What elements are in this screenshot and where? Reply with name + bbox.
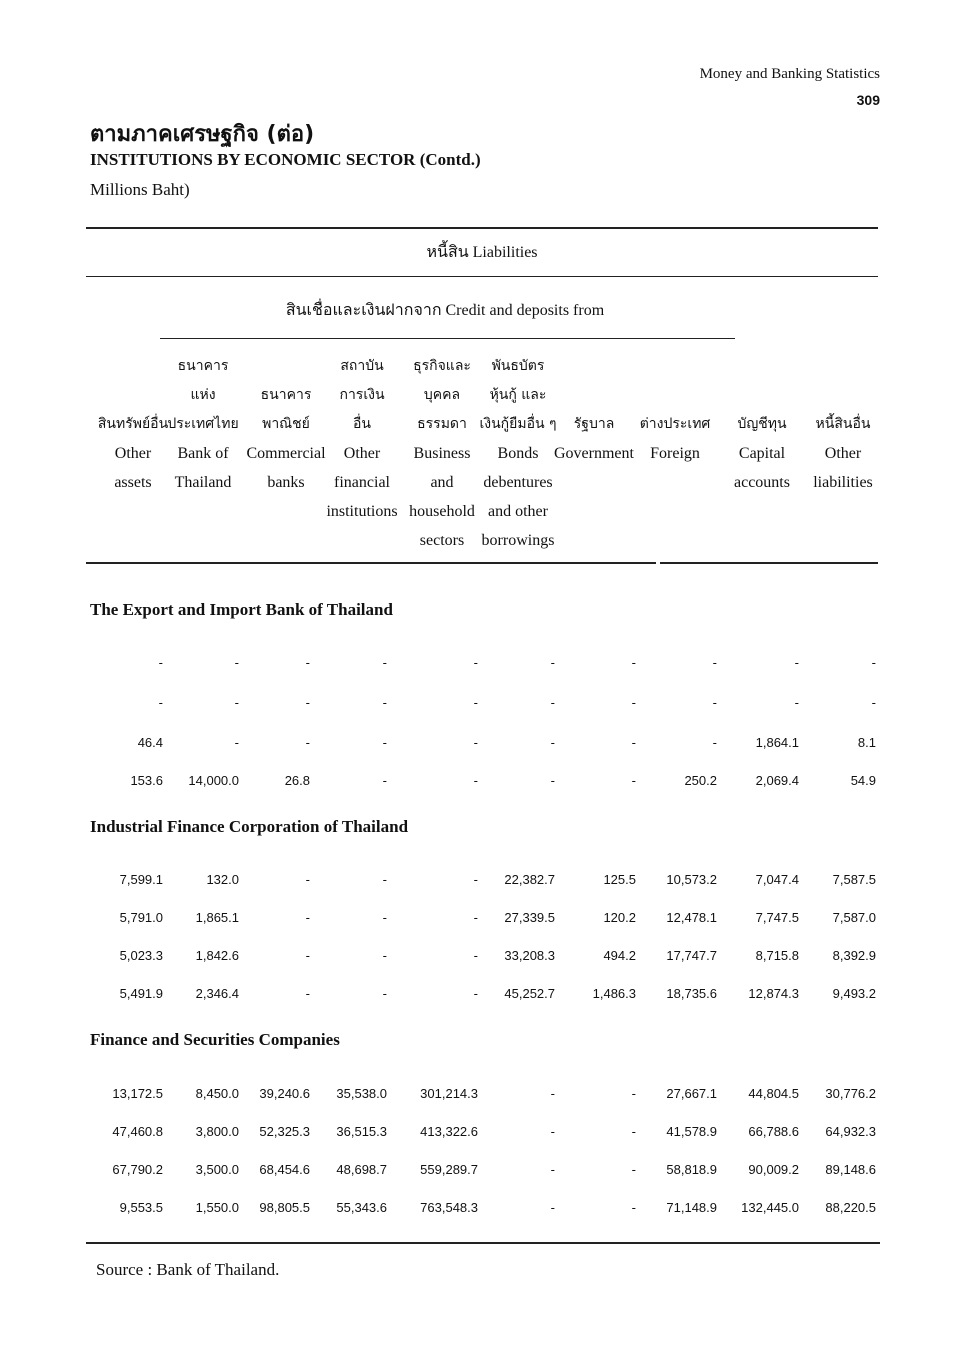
column-header-thai: ธรรมดา (417, 416, 467, 432)
table-cell: 413,322.6 (420, 1124, 478, 1139)
table-cell: - (631, 1162, 636, 1177)
table-cell: - (305, 695, 310, 710)
table-row (0, 773, 966, 793)
table-cell: 64,932.3 (825, 1124, 876, 1139)
table-cell: 9,553.5 (119, 1200, 163, 1215)
column-header-thai: ธนาคาร (177, 358, 229, 374)
liabilities-header: หนี้สิน Liabilities (426, 244, 538, 261)
table-cell: - (712, 655, 717, 670)
table-cell: - (382, 773, 387, 788)
column-header-thai: ต่างประเทศ (639, 416, 711, 432)
table-row (0, 872, 966, 892)
table-cell: 67,790.2 (112, 1162, 163, 1177)
column-header-thai: บุคคล (423, 387, 461, 403)
table-row (0, 655, 966, 675)
table-cell: 3,800.0 (195, 1124, 239, 1139)
column-header-english: Thailand (174, 474, 232, 491)
table-cell: 90,009.2 (748, 1162, 799, 1177)
running-title: Money and Banking Statistics (699, 66, 880, 82)
column-header-english: accounts (734, 474, 790, 491)
table-cell: 88,220.5 (825, 1200, 876, 1215)
table-cell: - (794, 655, 799, 670)
table-cell: - (712, 695, 717, 710)
table-cell: 120.2 (603, 910, 636, 925)
table-cell: - (550, 655, 555, 670)
column-header-thai: บัญชีทุน (737, 416, 787, 432)
table-cell: 45,252.7 (504, 986, 555, 1001)
credit-rule (160, 338, 735, 339)
table-cell: - (234, 735, 239, 750)
table-cell: 1,865.1 (195, 910, 239, 925)
section-title: The Export and Import Bank of Thailand (90, 600, 393, 619)
section-title: Industrial Finance Corporation of Thailand (90, 817, 409, 836)
table-cell: 125.5 (603, 872, 636, 887)
column-header-thai: เงินกู้ยืมอื่น ๆ (479, 416, 557, 432)
table-cell: 30,776.2 (825, 1086, 876, 1101)
table-cell: - (305, 655, 310, 670)
table-cell: - (305, 948, 310, 963)
table-cell: 26.8 (284, 773, 310, 788)
table-cell: 33,208.3 (504, 948, 555, 963)
column-header-english: Foreign (650, 445, 700, 462)
column-header-english: household (409, 503, 475, 520)
thai-title: ตามภาคเศรษฐกิจ (ต่อ) (90, 122, 315, 147)
table-cell: 8,715.8 (755, 948, 799, 963)
column-header-english: Other (114, 445, 152, 462)
table-cell: - (158, 655, 163, 670)
table-cell: 5,491.9 (119, 986, 163, 1001)
table-cell: 301,214.3 (420, 1086, 478, 1101)
table-cell: - (871, 695, 876, 710)
table-cell: - (382, 986, 387, 1001)
table-cell: - (234, 655, 239, 670)
table-cell: 8,392.9 (832, 948, 876, 963)
table-cell: - (305, 986, 310, 1001)
table-cell: 54.9 (850, 773, 876, 788)
table-cell: - (158, 695, 163, 710)
table-cell: 5,791.0 (119, 910, 163, 925)
column-header-english: sectors (419, 532, 465, 549)
table-cell: 7,047.4 (755, 872, 799, 887)
table-cell: - (631, 1124, 636, 1139)
column-header-thai: รัฐบาล (573, 416, 615, 432)
table-row (0, 735, 966, 755)
table-cell: - (382, 910, 387, 925)
table-cell: 14,000.0 (188, 773, 239, 788)
table-cell: 7,587.0 (832, 910, 876, 925)
table-cell: 3,500.0 (195, 1162, 239, 1177)
table-cell: 46.4 (137, 735, 163, 750)
column-header-thai: หนี้สินอื่น (815, 416, 871, 432)
table-row (0, 1086, 966, 1106)
table-cell: - (550, 695, 555, 710)
table-cell: 17,747.7 (666, 948, 717, 963)
table-cell: 39,240.6 (259, 1086, 310, 1101)
header-bottom-rule-right (660, 562, 878, 564)
table-cell: 5,023.3 (119, 948, 163, 963)
table-cell: - (550, 1124, 555, 1139)
section-title: Finance and Securities Companies (90, 1030, 340, 1049)
table-cell: 89,148.6 (825, 1162, 876, 1177)
table-cell: 12,874.3 (748, 986, 799, 1001)
column-header-thai: หุ้นกู้ และ (489, 387, 547, 403)
table-cell: - (473, 735, 478, 750)
table-cell: - (382, 655, 387, 670)
table-cell: - (234, 695, 239, 710)
table-cell: 55,343.6 (336, 1200, 387, 1215)
table-cell: 7,747.5 (755, 910, 799, 925)
column-header-english: and other (488, 503, 548, 520)
table-cell: - (382, 695, 387, 710)
table-cell: - (550, 773, 555, 788)
table-cell: - (382, 735, 387, 750)
table-cell: 58,818.9 (666, 1162, 717, 1177)
credit-header: สินเชื่อและเงินฝากจาก Credit and deposits from (285, 302, 605, 319)
table-cell: 22,382.7 (504, 872, 555, 887)
column-header-english: Capital (738, 445, 786, 462)
table-cell: 35,538.0 (336, 1086, 387, 1101)
table-row (0, 986, 966, 1006)
column-header-thai: ธุรกิจและ (413, 358, 471, 374)
source-note: Source : Bank of Thailand. (96, 1260, 280, 1279)
page-number: 309 (856, 92, 880, 108)
table-row (0, 1200, 966, 1220)
table-cell: - (550, 735, 555, 750)
table-cell: 10,573.2 (666, 872, 717, 887)
table-row (0, 1162, 966, 1182)
table-cell: - (305, 910, 310, 925)
table-cell: 41,578.9 (666, 1124, 717, 1139)
table-cell: - (473, 910, 478, 925)
column-header-english: Commercial (246, 445, 326, 462)
table-cell: 1,550.0 (195, 1200, 239, 1215)
column-header-thai: พาณิชย์ (262, 416, 310, 432)
table-cell: - (794, 695, 799, 710)
header-bottom-rule (86, 562, 656, 564)
column-header-english: Government (554, 445, 634, 462)
column-header-thai: ประเทศไทย (167, 416, 239, 432)
table-cell: 71,148.9 (666, 1200, 717, 1215)
table-cell: 132,445.0 (741, 1200, 799, 1215)
table-cell: 2,069.4 (755, 773, 799, 788)
table-cell: - (631, 1086, 636, 1101)
top-rule (86, 227, 878, 229)
bottom-rule (86, 1242, 880, 1244)
table-cell: 18,735.6 (666, 986, 717, 1001)
table-cell: - (473, 986, 478, 1001)
table-cell: - (473, 872, 478, 887)
table-cell: - (305, 735, 310, 750)
table-cell: 2,346.4 (195, 986, 239, 1001)
table-cell: 27,339.5 (504, 910, 555, 925)
table-cell: 1,486.3 (592, 986, 636, 1001)
table-cell: - (631, 735, 636, 750)
column-header-thai: สถาบัน (340, 358, 384, 374)
column-header-thai: อื่น (353, 416, 371, 432)
table-cell: - (550, 1200, 555, 1215)
table-row (0, 910, 966, 930)
table-cell: - (712, 735, 717, 750)
column-header-english: and (430, 474, 454, 491)
table-cell: - (631, 1200, 636, 1215)
column-header-thai: การเงิน (339, 387, 385, 403)
table-cell: 7,587.5 (832, 872, 876, 887)
table-cell: 7,599.1 (119, 872, 163, 887)
table-cell: 8,450.0 (195, 1086, 239, 1101)
table-row (0, 695, 966, 715)
table-cell: - (305, 872, 310, 887)
table-cell: 27,667.1 (666, 1086, 717, 1101)
table-cell: 48,698.7 (336, 1162, 387, 1177)
table-cell: 559,289.7 (420, 1162, 478, 1177)
column-header-english: liabilities (813, 474, 873, 491)
table-cell: 13,172.5 (112, 1086, 163, 1101)
table-cell: - (631, 655, 636, 670)
column-header-thai: พันธบัตร (491, 358, 545, 374)
table-cell: 68,454.6 (259, 1162, 310, 1177)
table-row (0, 1124, 966, 1144)
column-header (783, 410, 903, 497)
column-header-english: Bonds (497, 445, 539, 462)
table-cell: - (473, 773, 478, 788)
table-cell: - (631, 773, 636, 788)
column-header-english: institutions (326, 503, 398, 520)
table-cell: - (473, 695, 478, 710)
table-cell: 98,805.5 (259, 1200, 310, 1215)
table-cell: 52,325.3 (259, 1124, 310, 1139)
table-cell: - (382, 872, 387, 887)
table-cell: 47,460.8 (112, 1124, 163, 1139)
english-title: INSTITUTIONS BY ECONOMIC SECTOR (Contd.) (90, 150, 481, 169)
table-cell: 36,515.3 (336, 1124, 387, 1139)
table-cell: 1,842.6 (195, 948, 239, 963)
column-header-english: debentures (483, 474, 553, 491)
table-row (0, 948, 966, 968)
column-header-english: Other (824, 445, 862, 462)
table-cell: - (550, 1086, 555, 1101)
table-cell: 132.0 (206, 872, 239, 887)
column-header-thai: สินทรัพย์อื่น (97, 416, 169, 432)
table-cell: - (382, 948, 387, 963)
table-cell: - (473, 948, 478, 963)
table-cell: 153.6 (130, 773, 163, 788)
column-header-english: assets (114, 474, 152, 491)
table-cell: 66,788.6 (748, 1124, 799, 1139)
table-cell: 763,548.3 (420, 1200, 478, 1215)
table-cell: 494.2 (603, 948, 636, 963)
column-header-thai: แห่ง (190, 387, 216, 403)
table-cell: - (871, 655, 876, 670)
table-cell: - (473, 655, 478, 670)
liabilities-rule (86, 276, 878, 277)
column-header-english: Business (413, 445, 471, 462)
table-cell: - (631, 695, 636, 710)
table-cell: 1,864.1 (755, 735, 799, 750)
table-cell: 9,493.2 (832, 986, 876, 1001)
unit-label: Millions Baht) (90, 180, 190, 199)
table-cell: 44,804.5 (748, 1086, 799, 1101)
table-cell: 8.1 (857, 735, 876, 750)
column-header-thai: ธนาคาร (260, 387, 312, 403)
column-header-english: banks (267, 474, 305, 491)
column-header-english: borrowings (481, 532, 555, 549)
column-header-english: financial (334, 474, 390, 491)
column-header-english: Other (343, 445, 381, 462)
table-cell: - (550, 1162, 555, 1177)
table-cell: 12,478.1 (666, 910, 717, 925)
column-header-english: Bank of (177, 445, 229, 462)
table-cell: 250.2 (684, 773, 717, 788)
